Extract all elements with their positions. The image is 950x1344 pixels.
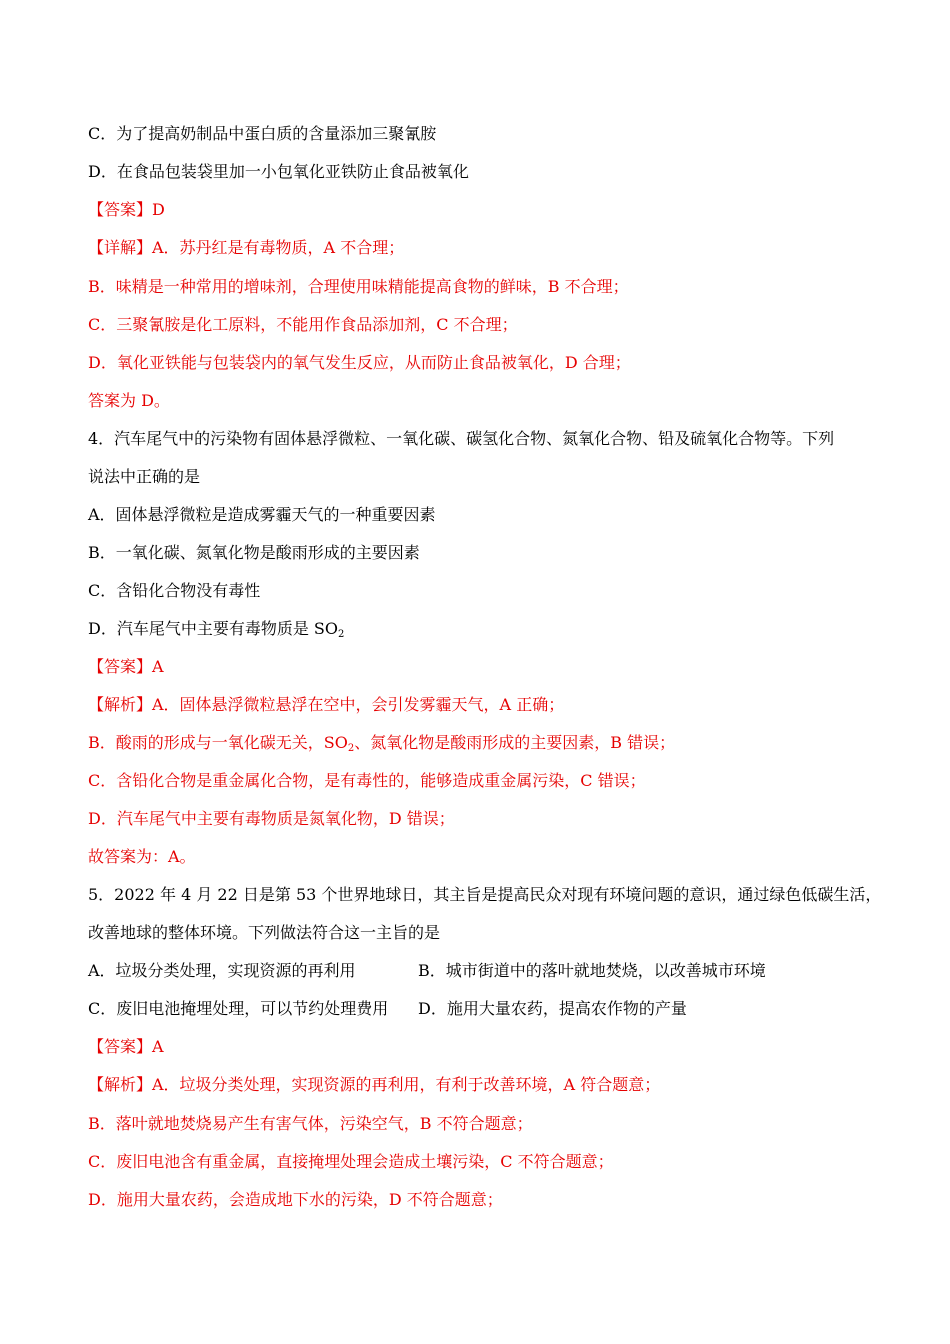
q5-option-a: A．垃圾分类处理，实现资源的再利用	[88, 961, 356, 980]
q4-option-c: C．含铅化合物没有毒性	[88, 581, 261, 600]
q3-answer: 【答案】D	[88, 200, 165, 219]
q5-option-b: B．城市街道中的落叶就地焚烧，以改善城市环境	[418, 961, 766, 980]
q4-explanation-b-part-2: 、氮氧化物是酸雨形成的主要因素，B 错误；	[354, 733, 676, 752]
q3-option-d: D．在食品包装袋里加一小包氧化亚铁防止食品被氧化	[88, 162, 469, 181]
q4-option-d-subscript: 2	[338, 629, 345, 640]
q4-explanation-d: D．汽车尾气中主要有毒物质是氮氧化物，D 错误；	[88, 809, 455, 828]
q4-explanation-a: 【解析】A．固体悬浮微粒悬浮在空中，会引发雾霾天气，A 正确；	[88, 695, 565, 714]
q5-option-d: D．施用大量农药，提高农作物的产量	[418, 999, 687, 1018]
q5-stem-line-2: 改善地球的整体环境。下列做法符合这一主旨的是	[88, 923, 441, 942]
q5-answer: 【答案】A	[88, 1037, 164, 1056]
q4-option-b: B．一氧化碳、氮氧化物是酸雨形成的主要因素	[88, 543, 420, 562]
q3-conclusion: 答案为 D。	[88, 391, 170, 410]
q5-explanation-d: D．施用大量农药，会造成地下水的污染，D 不符合题意；	[88, 1190, 503, 1209]
q3-explanation-a: 【详解】A．苏丹红是有毒物质，A 不合理；	[88, 238, 405, 257]
q5-stem-line-1: 5．2022 年 4 月 22 日是第 53 个世界地球日，其主旨是提高民众对现有环境问题的意识，通过绿色低碳生活，	[88, 885, 882, 904]
q3-option-c: C．为了提高奶制品中蛋白质的含量添加三聚氰胺	[88, 124, 437, 143]
q3-explanation-d: D．氧化亚铁能与包装袋内的氧气发生反应，从而防止食品被氧化，D 合理；	[88, 353, 631, 372]
q4-explanation-b-part-1: B．酸雨的形成与一氧化碳无关，SO	[88, 733, 348, 752]
q4-explanation-b-subscript: 2	[347, 743, 355, 754]
q5-option-c: C．废旧电池掩埋处理，可以节约处理费用	[88, 999, 389, 1018]
q4-conclusion: 故答案为：A。	[88, 847, 196, 866]
q4-option-a: A．固体悬浮微粒是造成雾霾天气的一种重要因素	[88, 505, 436, 524]
q5-explanation-a: 【解析】A．垃圾分类处理，实现资源的再利用，有利于改善环境，A 符合题意；	[88, 1075, 661, 1094]
q3-explanation-b: B．味精是一种常用的增味剂，合理使用味精能提高食物的鲜味，B 不合理；	[88, 277, 629, 296]
q4-explanation-c: C．含铅化合物是重金属化合物，是有毒性的，能够造成重金属污染，C 错误；	[88, 771, 646, 790]
q4-option-d-text: D．汽车尾气中主要有毒物质是 SO	[88, 619, 338, 638]
q4-stem-line-1: 4．汽车尾气中的污染物有固体悬浮微粒、一氧化碳、碳氢化合物、氮氧化合物、铅及硫氧化合物等。下列	[88, 429, 835, 448]
q3-explanation-c: C．三聚氰胺是化工原料，不能用作食品添加剂，C 不合理；	[88, 315, 518, 334]
q4-stem-line-2: 说法中正确的是	[88, 467, 201, 486]
q5-explanation-c: C．废旧电池含有重金属，直接掩埋处理会造成土壤污染，C 不符合题意；	[88, 1152, 614, 1171]
q4-explanation-b	[88, 733, 675, 753]
q4-answer: 【答案】A	[88, 657, 164, 676]
q4-option-d	[88, 619, 344, 639]
q5-explanation-b: B．落叶就地焚烧易产生有害气体，污染空气，B 不符合题意；	[88, 1114, 533, 1133]
